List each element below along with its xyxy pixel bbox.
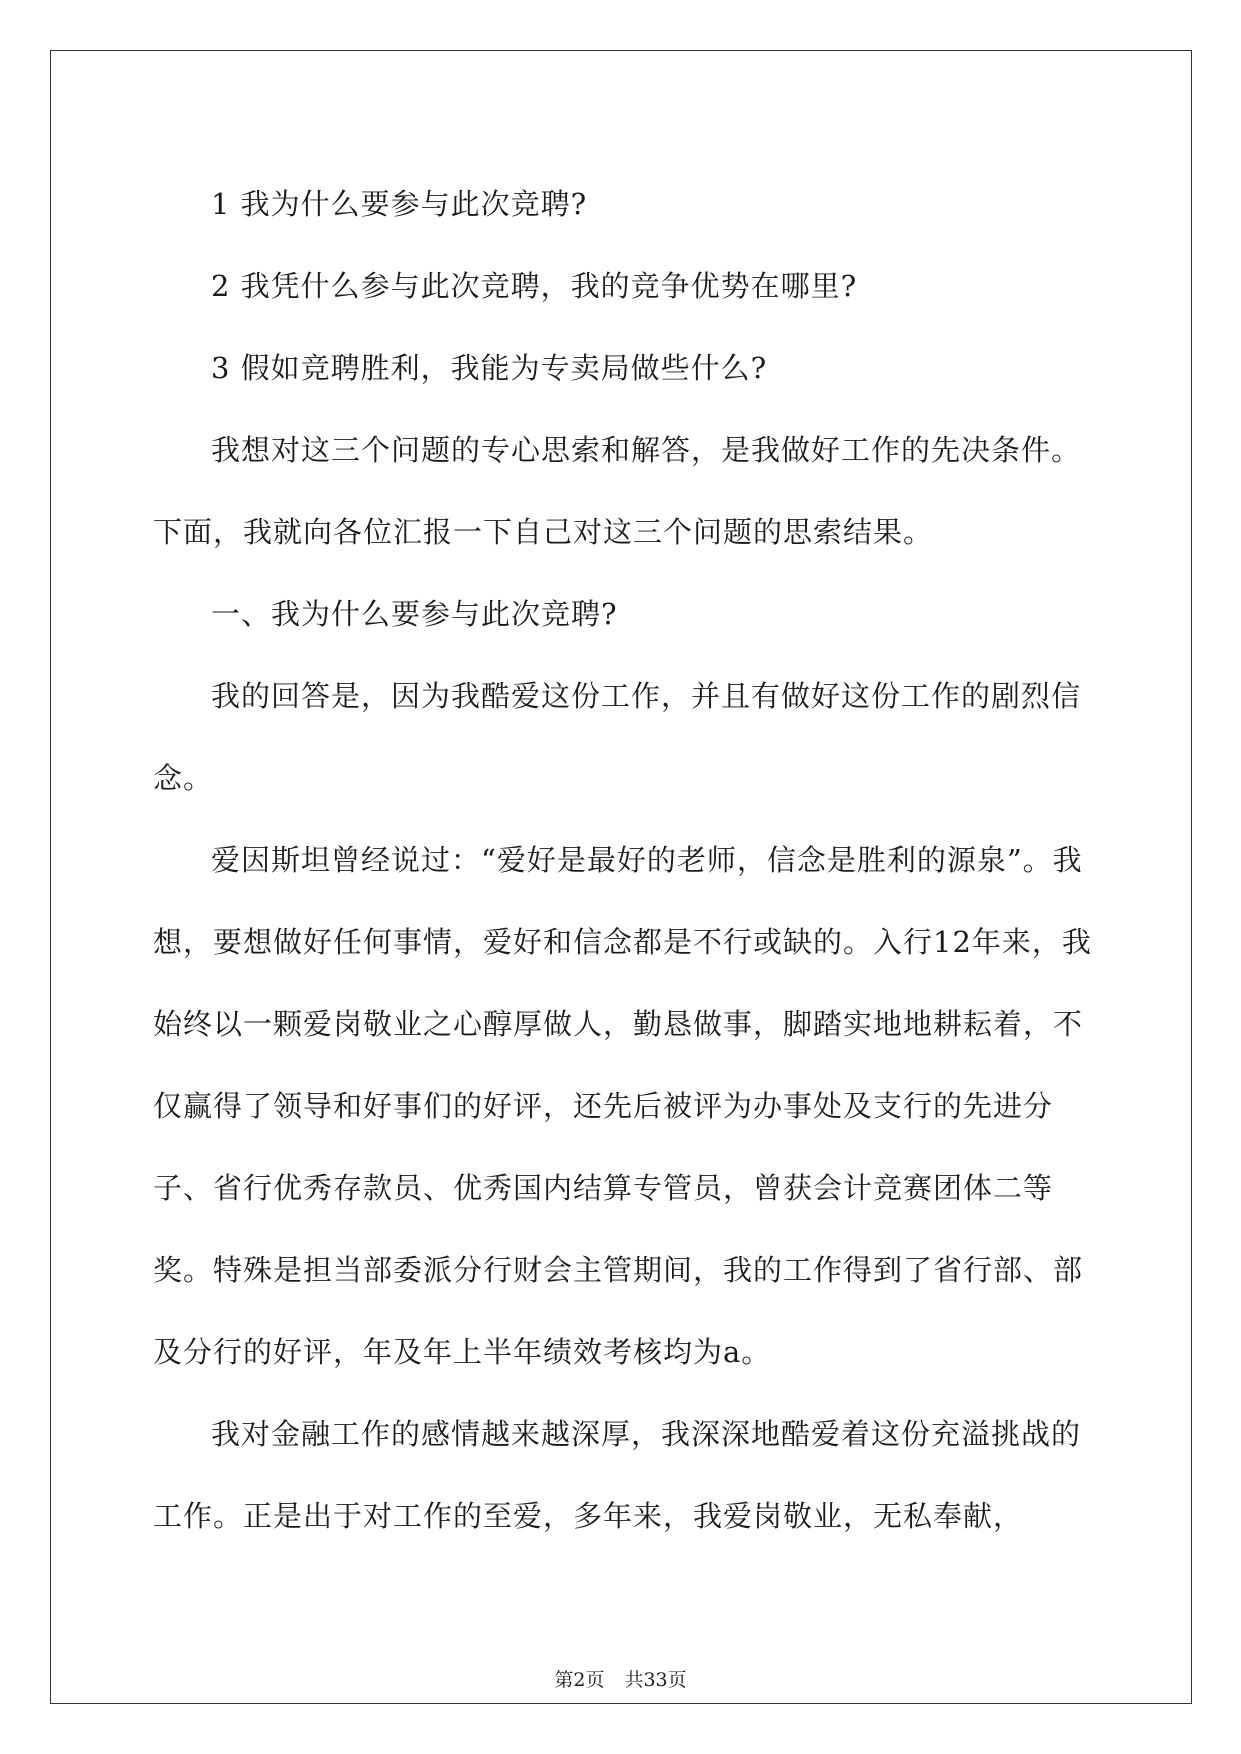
paragraph: 1 我为什么要参与此次竞聘? [211, 187, 588, 221]
paragraph: 爱因斯坦曾经说过：“爱好是最好的老师，信念是胜利的源泉”。我想，要想做好任何事情，爱好和信念都是不行或缺的。入行12年来，我始终以一颗爱岗敬业之心醇厚做人，勤恳做事，脚踏实地地耕耘着，不仅赢得了领导和好事们的好评，还先后被评为办事处及支行的先进分子、省行优秀存款员、优秀国内结算专管员，曾获会计竞赛团体二等奖。特殊是担当部委派分行财会主管期间，我的工作得到了省行部、部及分行的好评，年及年上半年绩效考核均为a。 [153, 843, 1092, 1369]
paragraph: 我想对这三个问题的专心思索和解答，是我做好工作的先决条件。下面，我就向各位汇报一下自己对这三个问题的思索结果。 [153, 433, 1082, 549]
paragraph: 我对金融工作的感情越来越深厚，我深深地酷爱着这份充溢挑战的工作。正是出于对工作的至爱，多年来，我爱岗敬业，无私奉献， [153, 1417, 1082, 1533]
document-body [153, 163, 1093, 1557]
paragraph: 我的回答是，因为我酷爱这份工作，并且有做好这份工作的剧烈信念。 [153, 679, 1082, 795]
paragraph: 3 假如竞聘胜利，我能为专卖局做些什么? [211, 351, 768, 385]
paragraph: 2 我凭什么参与此次竞聘，我的竞争优势在哪里? [211, 269, 858, 303]
page-total: 共33页 [624, 1669, 687, 1691]
section-heading: 一、我为什么要参与此次竞聘? [211, 597, 618, 631]
page-number: 第2页 [554, 1669, 605, 1691]
page-footer [0, 1668, 1241, 1692]
